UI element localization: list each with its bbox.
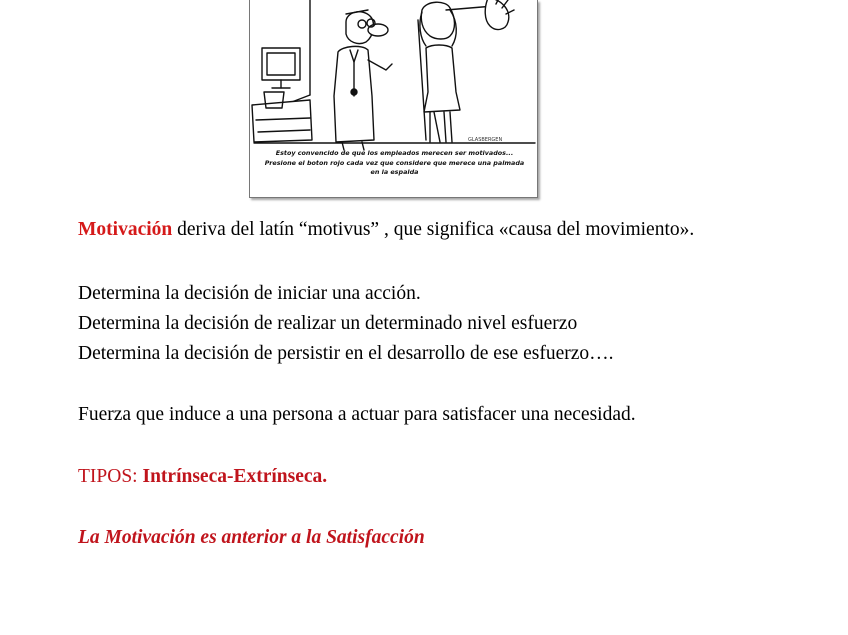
caption-line: Estoy convencido de que los empleados merecen ser motivados...	[275, 149, 514, 157]
cartoon-caption	[250, 149, 538, 178]
cartoon-signature: GLASBERGEN	[468, 137, 503, 143]
caption-line: en la espalda	[370, 168, 419, 176]
tipos-line	[78, 466, 327, 488]
cartoon-image	[249, 0, 538, 198]
conclusion-line: La Motivación es anterior a la Satisfacción	[78, 527, 425, 548]
fuerza-line: Fuerza que induce a una persona a actuar para satisfacer una necesidad.	[78, 404, 636, 425]
motivation-term: Motivación	[78, 219, 173, 240]
tipos-label: TIPOS:	[78, 466, 143, 487]
tipos-value: Intrínseca-Extrínseca.	[142, 466, 328, 487]
definition-text: deriva del latín “motivus” , que significa «causa del movimiento».	[172, 219, 695, 240]
definition-paragraph	[78, 219, 694, 241]
caption-line: Presione el boton rojo cada vez que considere que merece una palmada	[264, 158, 525, 167]
determina-line-2: Determina la decisión de realizar un determinado nivel esfuerzo	[78, 313, 578, 334]
determina-line-1: Determina la decisión de iniciar una acción.	[78, 283, 421, 304]
determina-line-3: Determina la decisión de persistir en el desarrollo de ese esfuerzo….	[78, 343, 614, 364]
